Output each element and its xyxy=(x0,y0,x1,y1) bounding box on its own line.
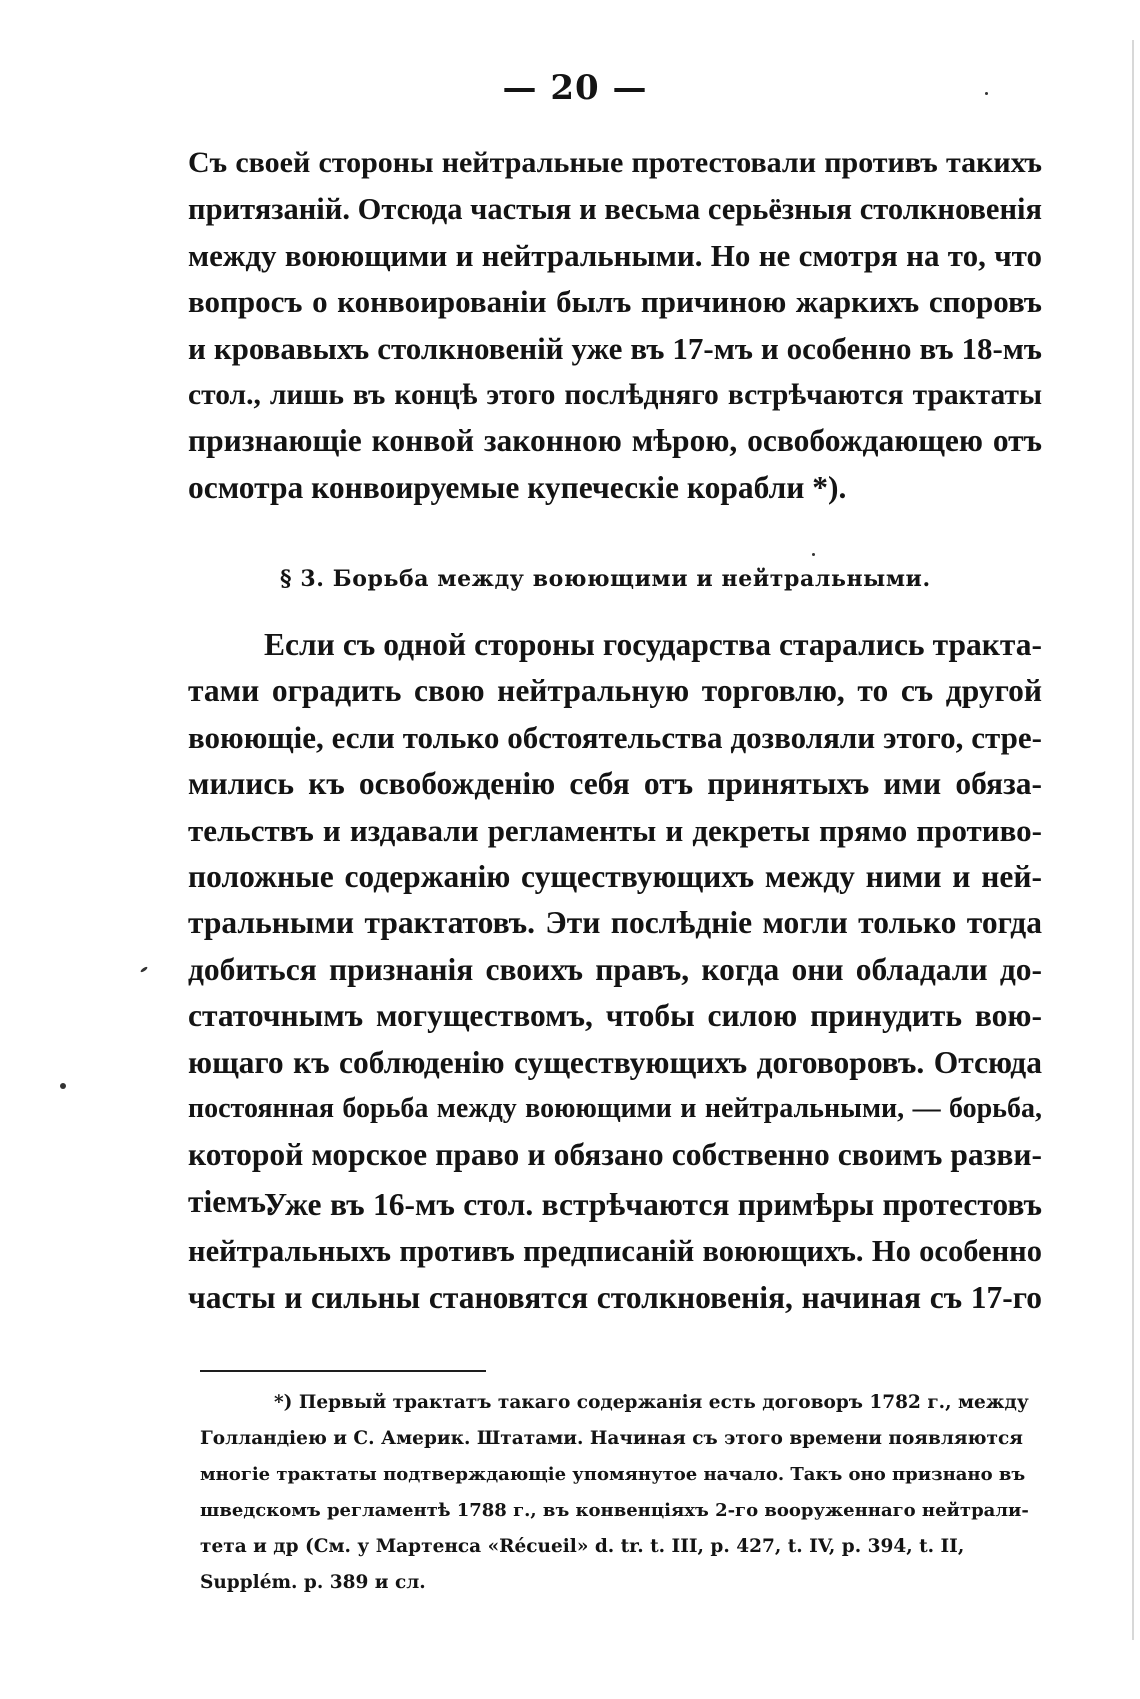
footnote xyxy=(200,1385,1045,1601)
text-line: которой морское право и обязано собственно своимъ разви- xyxy=(188,1137,1042,1173)
text-line: тельствъ и издавали регламенты и декреты прямо противо- xyxy=(188,812,1042,848)
text-line: и кровавыхъ столкновеній уже въ 17-мъ и особенно въ 18-мъ xyxy=(188,330,1042,366)
footnote-divider xyxy=(200,1370,486,1372)
paragraph-16th-century xyxy=(188,1182,1042,1321)
text-line: Уже въ 16-мъ стол. встрѣчаются примѣры протестовъ xyxy=(264,1187,1042,1222)
page-number: — 20 — xyxy=(502,68,648,108)
text-line: добиться признанія своихъ правъ, когда они обладали до- xyxy=(188,951,1042,987)
text-line: тами оградить свою нейтральную торговлю, то съ другой xyxy=(188,673,1042,709)
footnote-line: тета и др (См. у Мартенса «Récueil» d. tr. t. III, p. 427, t. IV, p. 394, t. II, xyxy=(200,1536,965,1557)
text-line: стол., лишь въ концѣ этого послѣдняго встрѣчаются трактаты xyxy=(188,379,1042,412)
scan-speck xyxy=(140,966,148,973)
footnote-line: Голландіею и С. Америк. Штатами. Начиная съ этого времени появляются xyxy=(200,1428,1023,1449)
scan-speck xyxy=(812,553,815,556)
scan-speck xyxy=(985,92,988,95)
text-line: часты и сильны становятся столкновенія, начиная съ 17-го xyxy=(188,1279,1042,1315)
text-line: вопросъ о конвоированіи былъ причиною жаркихъ споровъ xyxy=(188,284,1042,320)
text-line: тральными трактатовъ. Эти послѣдніе могли только тогда xyxy=(188,905,1042,941)
footnote-line: многіе трактаты подтверждающіе упомянутое начало. Такъ оно признано въ xyxy=(200,1464,1026,1485)
text-line: Съ своей стороны нейтральные протестовали противъ такихъ xyxy=(188,146,1042,179)
text-line: нейтральныхъ противъ предписаній воюющихъ. Но особенно xyxy=(188,1234,1042,1269)
footnote-line: *) Первый трактатъ такаго содержанія есть договоръ 1782 г., между xyxy=(274,1392,1029,1413)
text-line: ющаго къ соблюденію существующихъ договоровъ. Отсюда xyxy=(188,1044,1042,1080)
text-line: тіемъ. xyxy=(188,1183,274,1219)
text-line: Если съ одной стороны государства старались тракта- xyxy=(264,627,1042,662)
text-line: осмотра конвоируемые купеческіе корабли *). xyxy=(188,469,847,505)
section-heading: § 3. Борьба между воюющими и нейтральными. xyxy=(280,566,931,592)
footnote-line: Supplém. p. 389 и сл. xyxy=(200,1572,426,1593)
text-line: признающіе конвой законною мѣрою, освобождающею отъ xyxy=(188,423,1042,459)
text-line: положные содержанію существующихъ между ними и ней- xyxy=(188,859,1042,895)
text-line: постоянная борьба между воюющими и нейтральными, — борьба, xyxy=(188,1093,1042,1125)
text-line: притязаній. Отсюда частыя и весьма серьёзныя столкновенія xyxy=(188,192,1042,227)
text-line: мились къ освобожденію себя отъ принятыхъ ими обяза- xyxy=(188,766,1042,802)
scan-speck xyxy=(60,1083,66,1089)
text-line: статочнымъ могуществомъ, чтобы силою принудить вою- xyxy=(188,998,1042,1034)
footnote-line: шведскомъ регламентѣ 1788 г., въ конвенціяхъ 2-го вооруженнаго нейтрали- xyxy=(200,1500,1029,1521)
text-line: воюющіе, если только обстоятельства дозволяли этого, стре- xyxy=(188,719,1042,755)
scan-speck xyxy=(1132,40,1134,1640)
paragraph-struggle xyxy=(188,622,1042,1225)
paragraph-convoy-disputes xyxy=(188,140,1042,511)
text-line: между воюющими и нейтральными. Но не смотря на то, что xyxy=(188,237,1042,273)
